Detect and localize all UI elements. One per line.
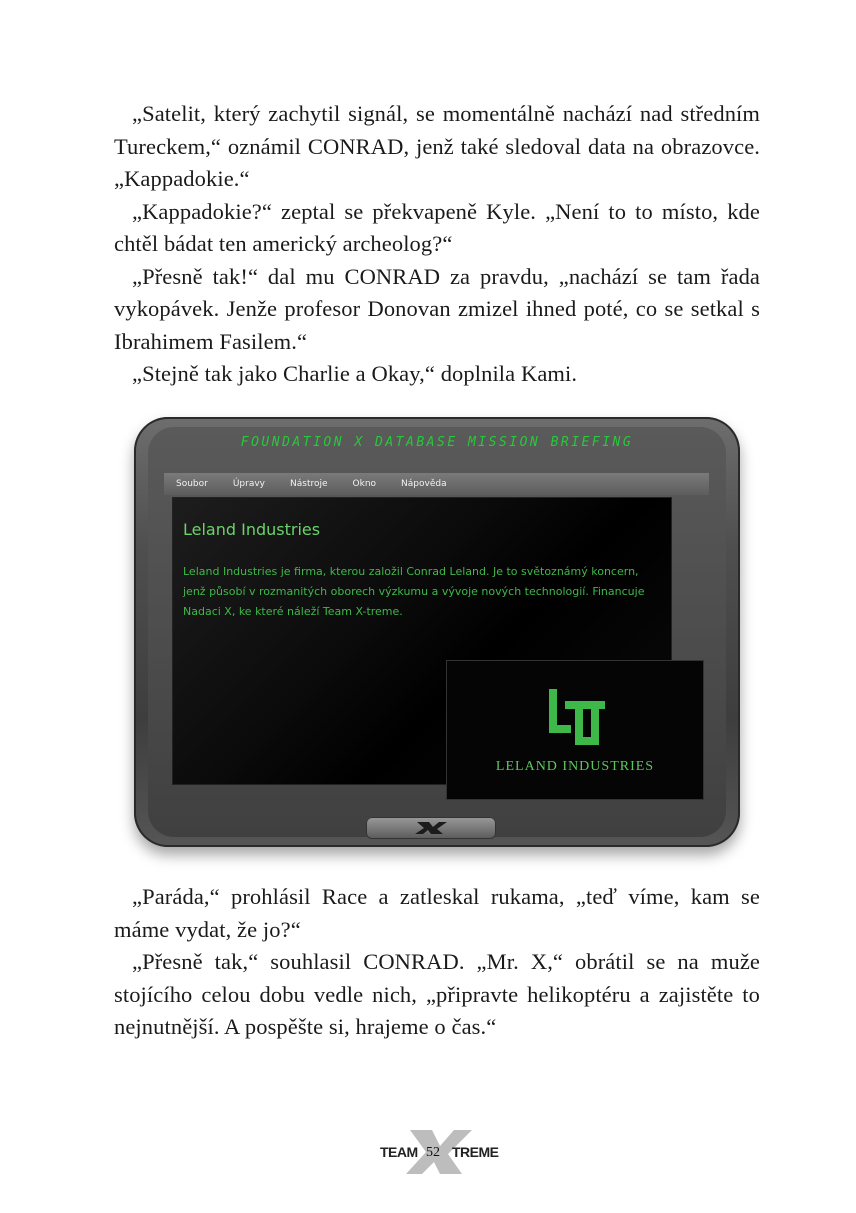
screen-title: Leland Industries: [183, 520, 321, 539]
paragraph: „Přesně tak!“ dal mu CONRAD za pravdu, „nachází se tam řada vykopávek. Jenže profesor Donovan zmizel ihned poté, co se setkal s Ibrahimem Fasilem.“: [114, 263, 760, 354]
leland-logo-icon: [545, 689, 605, 745]
brand-treme: TREME: [452, 1144, 499, 1160]
paragraph: „Stejně tak jako Charlie a Okay,“ doplnila Kami.: [132, 361, 578, 386]
menu-item-napoveda[interactable]: Nápověda: [401, 479, 447, 489]
brand-team: TEAM: [380, 1144, 418, 1160]
page-number: 52: [426, 1145, 440, 1160]
monitor-x-button[interactable]: [366, 817, 496, 839]
paragraph: „Kappadokie?“ zeptal se překvapeně Kyle. „Není to to místo, kde chtěl bádat ten americký archeolog?“: [114, 198, 760, 256]
x-logo-icon: [411, 821, 451, 835]
monitor-illustration: [134, 417, 740, 847]
paragraph: „Přesně tak,“ souhlasil CONRAD. „Mr. X,“ obrátil se na muže stojícího celou dobu vedle nich, „připravte helikoptéru a zajistěte to nejnutnější. A pospěšte si, hrajeme o čas.“: [114, 949, 760, 1039]
menu-bar: [164, 473, 709, 495]
menu-item-soubor[interactable]: Soubor: [176, 479, 208, 489]
footer-brand: [380, 1130, 500, 1174]
text-block-top: [114, 98, 760, 391]
screen-body: Leland Industries je firma, kterou založil Conrad Leland. Je to světoznámý koncern, jenž působí v rozmanitých oborech výzkumu a vývoje nových technologií. Financuje Nadaci X, ke které náleží Team X-treme.: [183, 565, 645, 618]
paragraph: „Paráda,“ prohlásil Race a zatleskal rukama, „teď víme, kam se máme vydat, že jo?“: [114, 884, 760, 942]
text-block-bottom: [114, 881, 760, 1044]
menu-item-okno[interactable]: Okno: [352, 479, 377, 489]
monitor-title: FOUNDATION X DATABASE MISSION BRIEFING: [240, 435, 634, 450]
menu-item-nastroje[interactable]: Nástroje: [290, 479, 328, 489]
leland-logo-card: [446, 660, 704, 800]
logo-text: LELAND INDUSTRIES: [495, 759, 655, 774]
paragraph: „Satelit, který zachytil signál, se momentálně nachází nad středním Tureckem,“ oznámil CONRAD, jenž také sledoval data na obrazovce. „Kappadokie.“: [114, 101, 760, 191]
menu-item-upravy[interactable]: Úpravy: [232, 479, 266, 489]
